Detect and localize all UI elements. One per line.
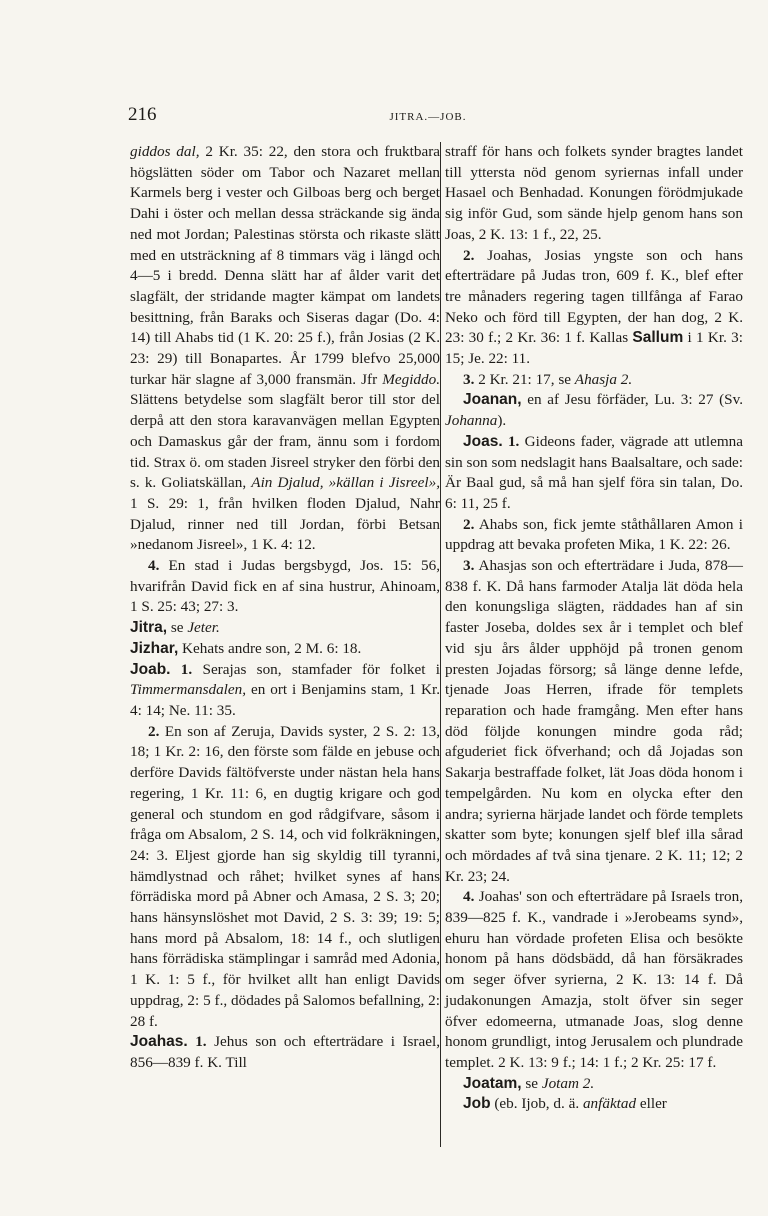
entry-text: 2 Kr. 21: 17, se (474, 370, 575, 388)
entry-jisreel-4 (130, 556, 440, 618)
running-head: JITRA.—JOB. (389, 111, 467, 123)
entry-text: i 1 Kr. 3: 15; Je. 22: 11. (445, 329, 743, 368)
entry-jisreel-continued (130, 142, 440, 556)
entry-text: En son af Zeruja, Davids syster, 2 S. 2: 13, 18; 1 Kr. 2: 16, den förste som fälde en jebuse och derföre Davids fältöfverste under nästan hela hans regering, 1 Kr. 11: 6, en dugtig krigare och god general och stundom en god rådgifvare, såsom i fråga om Absalom, 2 S. 14, och vid folkräkningen, 24: 3. Eljest gjorde han sig skyldig till tyranni, hämdlystnad och råhet; hvilket synes af hans förrädiska mord på Abner och Amasa, 2 S. 3; 20; hans hänsynslöshet mot David, 2 S. 3: 39; 19: 5; hans mord på Absalom, 18: 14 f., och slutligen hans förrädiska stämplingar i samråd med Adonia, 1 K. 1: 5 f., för hvilket allt han enligt Davids uppdrag, 2: 5 f., dödades på Salomos befallning, 2: 28 f. (130, 722, 440, 1030)
entry-joab-1 (130, 660, 440, 722)
entry-jitra (130, 618, 440, 639)
headword: Joanan, (463, 391, 522, 409)
entry-joanan (445, 390, 743, 431)
cross-reference: Johanna (445, 412, 498, 430)
entry-joas-2 (445, 515, 743, 556)
entry-text: en ort i Benjamins stam, 1 Kr. 4: 14; Ne. 11: 35. (130, 681, 440, 719)
headword: Joahas. (130, 1033, 188, 1051)
sense-number: 4. (148, 557, 160, 575)
entry-text: eller (636, 1095, 667, 1113)
entry-text: Slättens betydelse som slagfält beror till stor del derpå att den stora karavanvägen mellan Egypten och Damaskus går der fram, ännu som i fordom tid. Strax ö. om staden Jisreel stryker den förbi den s. k. Goliatskällan, (130, 391, 441, 492)
cross-reference: Megiddo. (382, 370, 440, 388)
sense-number: 2. (463, 515, 475, 533)
entry-text: 1 S. 29: 1, från hvilken floden Djalud, Nahr Djalud, rinner ned till Jordan, förbi Betsan »nedanom Jisreel», 1 K. 4: 12. (130, 494, 440, 554)
cross-reference: Jotam 2. (541, 1074, 595, 1092)
entry-job (445, 1094, 743, 1115)
entry-joatam (445, 1074, 743, 1095)
headword: Joas. (463, 432, 503, 450)
entry-text: 2 Kr. 35: 22, den stora och fruktbara högslätten söder om Tabor och Nazaret mellan Karmels berg i vester och Gilboas berg och berget Dahi i öster och mellan dessa sträckande sig ända ned mot Jordan; Palestinas största och rikaste slätt med en utsträckning af 8 timmars väg i längd och 4—5 i bredd. Denna slätt har af ålder varit det slagfält, der stridande magter kämpat om landets besittning, från Baraks och Siseras dagar (Do. 4: 14) till Ahabs tid (1 K. 20: 25 f.), från Josias (2 K. 23: 29) till Bonapartes. År 1799 blefvo 25,000 turkar här slagne af 3,000 fransmän. Jfr (130, 143, 440, 388)
sense-number: 2. (148, 722, 160, 740)
headword: Joatam, (463, 1074, 522, 1092)
term: Ain Djalud, »källan i Jisreel», (251, 474, 441, 492)
entry-joahas-1 (130, 1032, 440, 1073)
column-divider (440, 142, 441, 1147)
sense-number: 4. (463, 888, 475, 906)
entry-joahas-2 (445, 246, 743, 370)
sense-number: 1. (187, 1033, 207, 1051)
entry-text: Ahabs son, fick jemte ståthållaren Amon i uppdrag att bevaka profeten Mika, 1 K. 22: 26. (445, 515, 743, 554)
term: anfäktad (582, 1095, 637, 1113)
entry-text: en af Jesu förfäder, Lu. 3: 27 (Sv. (521, 391, 743, 409)
entry-text: En stad i Judas bergsbygd, Jos. 15: 56, hvarifrån David fick en af sina hustrur, Ahinoam, 1 S. 25: 43; 27: 3. (130, 557, 440, 616)
entry-joas-3 (445, 556, 743, 887)
term: Timmermansdalen, (130, 681, 247, 699)
entry-joas-4 (445, 887, 743, 1073)
entry-text: Gideons fader, vägrade att utlemna sin son som nedslagit hans Baalsaltare, och sade: Är Baal gud, så må han sjelf föra sin talan, Do. 6: 11, 25 f. (445, 432, 744, 512)
entry-text: straff för hans och folkets synder bragtes landet till yttersta nöd genom syriernas infall under Hasael och Benhadad. Konungen förödmjukade sig inför Gud, som sände hjelp genom hans son Joas, 2 K. 13: 1 f., 22, 25. (445, 143, 743, 243)
entry-text: (eb. Ijob, d. ä. (490, 1095, 583, 1113)
sense-number: 3. (463, 557, 475, 575)
entry-text: Serajas son, stamfader för folket i (192, 660, 441, 678)
entry-jizhar (130, 639, 440, 660)
cross-reference: Ahasja 2. (574, 370, 633, 388)
entry-text: Ahasjas son och efterträdare i Juda, 878—838 f. K. Då hans farmoder Atalja lät döda hela den konungsliga slägten, räddades han af sin faster Joseba, doldes sex år i templet och blef vid sju års ålder upphöjd på tronen genom presten Jojadas försorg; så länge denne lefde, tjenade Joas Herren, ifrade för templets reparation och hade framgång. Men efter hans död följde konungen mindre goda råd; afguderiet fick öfverhand; och då Jojadas son Sakarja bestraffade folket, lät Joas döda honom i tempelgården. Nu kom en olycka efter den andra; syrierna härjade landet och förde templets skatter som byte; konungen sjelf blef illa sårad och mördades af två sina tjenare. 2 K. 11; 12; 2 Kr. 23; 24. (445, 557, 743, 885)
entry-text: Joahas' son och efterträdare på Israels tron, 839—825 f. K., vandrade i »Jerobeams synd», ehuru han vördade profeten Elisa och besökte honom på hans dödsbädd, då han försäkrades om seger öfver syrierna, 2 K. 13: 14 f. Då judakonungen Amazja, stolt öfver sin seger öfver edomeerna, utmanade Joas, slog denne honom grundligt, intog Jerusalem och plundrade templet. 2 K. 13: 9 f.; 14: 1 f.; 2 Kr. 25: 17 f. (445, 888, 743, 1071)
headword: Sallum (632, 329, 684, 347)
cross-reference: Jeter. (187, 619, 220, 637)
right-column (445, 142, 743, 1115)
page-number: 216 (128, 104, 157, 125)
left-column (130, 142, 440, 1074)
entry-text: se (521, 1074, 542, 1092)
sense-number: 2. (463, 246, 475, 264)
entry-text: se (167, 619, 188, 637)
entry-text: Jehus son och efterträdare i Israel, 856—839 f. K. Till (130, 1033, 440, 1071)
entry-text: ). (497, 412, 507, 430)
term: giddos dal, (130, 143, 200, 160)
headword: Jizhar, (130, 639, 179, 657)
sense-number: 1. (170, 660, 193, 678)
headword: Jitra, (130, 619, 168, 637)
headword: Joab. (130, 660, 171, 678)
entry-text: Kehats andre son, 2 M. 6: 18. (178, 639, 362, 657)
entry-text: Joahas, Josias yngste son och hans efterträdare på Judas tron, 609 f. K., blef efter tre månaders regering tagen tillfånga af Farao Neko och förd till Egypten, der han dog, 2 K. 23: 30 f.; 2 Kr. 36: 1 f. Kallas (445, 246, 743, 347)
entry-joahas-3 (445, 370, 743, 391)
sense-number: 1. (502, 432, 520, 450)
headword: Job (463, 1095, 491, 1113)
entry-joab-2 (130, 722, 440, 1033)
page-header (128, 104, 728, 130)
entry-joas-1 (445, 432, 743, 515)
sense-number: 3. (463, 370, 475, 388)
entry-joahas-1-continued (445, 142, 743, 246)
